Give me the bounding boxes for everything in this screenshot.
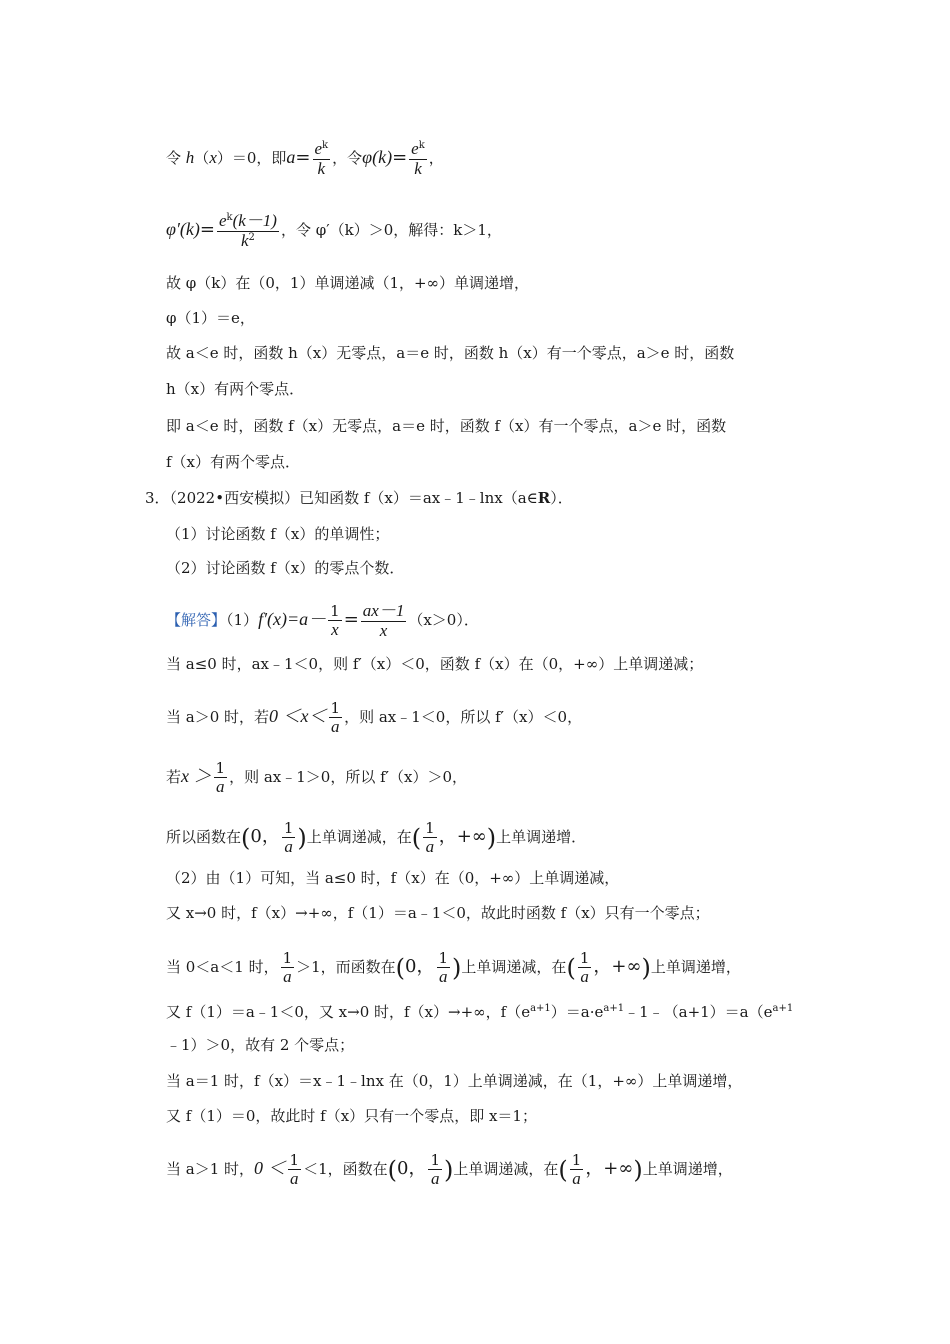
text: ，+∞ <box>593 956 642 978</box>
answer-tag: 【解答】 <box>166 611 227 630</box>
den: a <box>331 716 340 736</box>
answer-b4 <box>166 999 793 1022</box>
equals: = <box>295 147 311 169</box>
zero: 0， <box>397 1158 427 1180</box>
exp: 2 <box>248 231 255 243</box>
paren: ) <box>641 954 651 983</box>
text: 当 a＞0 时，若 <box>166 708 270 727</box>
answer-line <box>166 602 479 640</box>
question-3 <box>145 488 573 508</box>
ineq: 0 ＜ <box>254 1158 286 1179</box>
question-3-part-1: （1）讨论函数 f（x）的单调性； <box>166 525 390 543</box>
den: a <box>284 836 293 856</box>
paren: ( <box>387 1156 397 1185</box>
line-7: 即 a＜e 时，函数 f（x）无零点，a＝e 时，函数 f（x）有一个零点，a＞e 时，函数 <box>166 417 727 435</box>
den: a <box>290 1168 299 1188</box>
set-r: R <box>537 489 551 507</box>
den: a <box>580 966 589 986</box>
zero: 0， <box>405 956 435 978</box>
line-1 <box>166 140 444 178</box>
fraction <box>423 820 437 856</box>
answer-a2 <box>166 700 582 736</box>
text: ，令 φ′（k）＞0，解得：k＞1， <box>280 221 502 240</box>
fraction <box>409 140 427 178</box>
paren: ( <box>566 954 576 983</box>
answer-a1: 当 a≤0 时，ax﹣1＜0，则 f′（x）＜0，函数 f（x）在（0，+∞）上单调递减； <box>166 655 704 673</box>
num: 1 <box>579 949 590 967</box>
num: 1 <box>282 949 293 967</box>
paren: ) <box>486 824 497 853</box>
text: （x＞0）． <box>408 611 479 630</box>
text: ）＝a·e <box>550 1003 604 1021</box>
num: 1 <box>330 699 341 717</box>
text: ，则 ax﹣1＞0，所以 f′（x）＞0， <box>229 768 468 787</box>
answer-b2: 又 x→0 时，f（x）→+∞，f（1）＝a﹣1＜0，故此时函数 f（x）只有一个零点； <box>166 904 710 922</box>
question-3-part-2: （2）讨论函数 f（x）的零点个数． <box>166 559 405 577</box>
num: e <box>314 139 323 158</box>
paren: ( <box>411 824 422 853</box>
den: k <box>414 158 422 178</box>
num: ax－1 <box>362 601 405 620</box>
line-5: 故 a＜e 时，函数 h（x）无零点，a＝e 时，函数 h（x）有一个零点，a＞e 时，函数 <box>166 344 735 362</box>
num: 1 <box>289 1151 300 1169</box>
f-prime: f′(x) <box>258 609 287 630</box>
paren: ) <box>633 1156 643 1185</box>
num: 1 <box>438 949 449 967</box>
num: 1 <box>571 1151 582 1169</box>
zero: 0， <box>250 826 280 848</box>
paren: ( <box>558 1156 568 1185</box>
exp: a+1 <box>603 1003 625 1014</box>
answer-b5: ﹣1）＞0，故有 2 个零点； <box>166 1036 355 1054</box>
den: a <box>439 966 448 986</box>
num: e <box>411 139 419 158</box>
line-3: 故 φ（k）在（0，1）单调递减（1，+∞）单调递增， <box>166 274 530 292</box>
text: ，令 <box>332 149 363 168</box>
text: ）． <box>550 489 573 507</box>
answer-a3 <box>166 760 467 796</box>
line-2 <box>166 212 502 250</box>
fraction <box>313 140 331 178</box>
text: 上单调递减，在 <box>306 828 412 847</box>
text: ＞1，而函数在 <box>296 958 396 977</box>
text: 上单调递增， <box>642 1160 733 1179</box>
text: ﹣1﹣（a+1）＝a（e <box>624 1003 773 1021</box>
text: ，+∞ <box>585 1158 634 1180</box>
fraction <box>570 1152 584 1188</box>
text: =a－ <box>286 609 327 630</box>
paren: ) <box>297 824 307 853</box>
den: a <box>216 776 225 796</box>
fraction <box>328 603 342 639</box>
answer-b3 <box>166 950 741 986</box>
fraction <box>428 1152 442 1188</box>
exp: k <box>226 212 233 223</box>
text: 令 <box>166 149 182 168</box>
answer-a4 <box>166 820 586 856</box>
paren: ( <box>395 954 406 983</box>
num: 1 <box>330 602 340 621</box>
text: 若 <box>166 768 182 787</box>
answer-b7: 又 f（1）＝0，故此时 f（x）只有一个零点，即 x＝1； <box>166 1107 537 1125</box>
den: a <box>283 966 292 986</box>
paren: ) <box>452 954 462 983</box>
den: k <box>317 158 326 178</box>
text: （1） <box>226 611 259 630</box>
text: 上单调递减，在 <box>461 958 567 977</box>
text: ， <box>428 149 444 168</box>
text: ）＝0，即 <box>216 149 287 168</box>
num: 1 <box>283 819 294 837</box>
text: 所以函数在 <box>166 828 242 847</box>
den: a <box>430 1168 440 1188</box>
num: 1 <box>430 1151 440 1169</box>
num-rest: (k－1) <box>232 211 277 230</box>
den: k <box>241 230 249 250</box>
var-a: a <box>286 147 296 168</box>
fraction <box>437 950 451 986</box>
den: x <box>331 619 339 639</box>
fraction <box>361 602 407 640</box>
fraction <box>578 950 592 986</box>
exp: a+1 <box>772 1003 794 1014</box>
fraction <box>329 700 343 736</box>
num: 1 <box>215 759 226 777</box>
paren: ) <box>444 1156 454 1185</box>
den: x <box>379 620 388 640</box>
text: 又 f（1）＝a﹣1＜0，又 x→0 时，f（x）→+∞，f（e <box>166 1003 531 1021</box>
answer-b8 <box>166 1152 733 1188</box>
var-h: h <box>185 148 195 168</box>
exp: a+1 <box>530 1003 551 1014</box>
paren: ( <box>241 824 251 853</box>
equals: = <box>199 219 215 241</box>
text: （2022•西安模拟）已知函数 f（x）＝ax﹣1﹣lnx（a∈ <box>169 489 538 507</box>
text: （ <box>194 149 210 168</box>
num: e <box>218 211 227 230</box>
text: 上单调递减，在 <box>453 1160 559 1179</box>
line-4: φ（1）＝e， <box>166 309 255 327</box>
fraction <box>214 760 228 796</box>
ineq: x ＞ <box>181 766 212 787</box>
ineq: 0 ＜x＜ <box>269 706 327 727</box>
phi-prime: φ′(k) <box>166 219 200 240</box>
text: 上单调递增， <box>650 958 741 977</box>
line-8: f（x）有两个零点． <box>166 453 301 471</box>
question-number: 3． <box>145 489 170 507</box>
line-6: h（x）有两个零点． <box>166 380 305 398</box>
equals: = <box>343 609 359 631</box>
den: a <box>425 836 435 856</box>
text: 上单调递增． <box>496 828 587 847</box>
text: ，+∞ <box>438 826 487 848</box>
answer-b1: （2）由（1）可知，当 a≤0 时，f（x）在（0，+∞）上单调递减， <box>166 869 620 887</box>
var-x: x <box>209 148 217 168</box>
equals: = <box>392 147 408 169</box>
fraction <box>288 1152 302 1188</box>
text: 当 0＜a＜1 时， <box>166 958 279 977</box>
phi-k: φ(k) <box>362 147 393 168</box>
answer-b6: 当 a＝1 时，f（x）＝x﹣1﹣lnx 在（0，1）上单调递减，在（1，+∞）上单调递增， <box>166 1072 743 1090</box>
text: ＜1，函数在 <box>303 1160 388 1179</box>
fraction <box>281 950 295 986</box>
den: a <box>572 1168 581 1188</box>
text: 当 a＞1 时， <box>166 1160 255 1179</box>
fraction <box>282 820 296 856</box>
exp: k <box>322 140 329 151</box>
text: ，则 ax﹣1＜0，所以 f′（x）＜0， <box>344 708 583 727</box>
exp: k <box>418 140 425 151</box>
num: 1 <box>425 819 435 837</box>
fraction <box>217 212 279 250</box>
